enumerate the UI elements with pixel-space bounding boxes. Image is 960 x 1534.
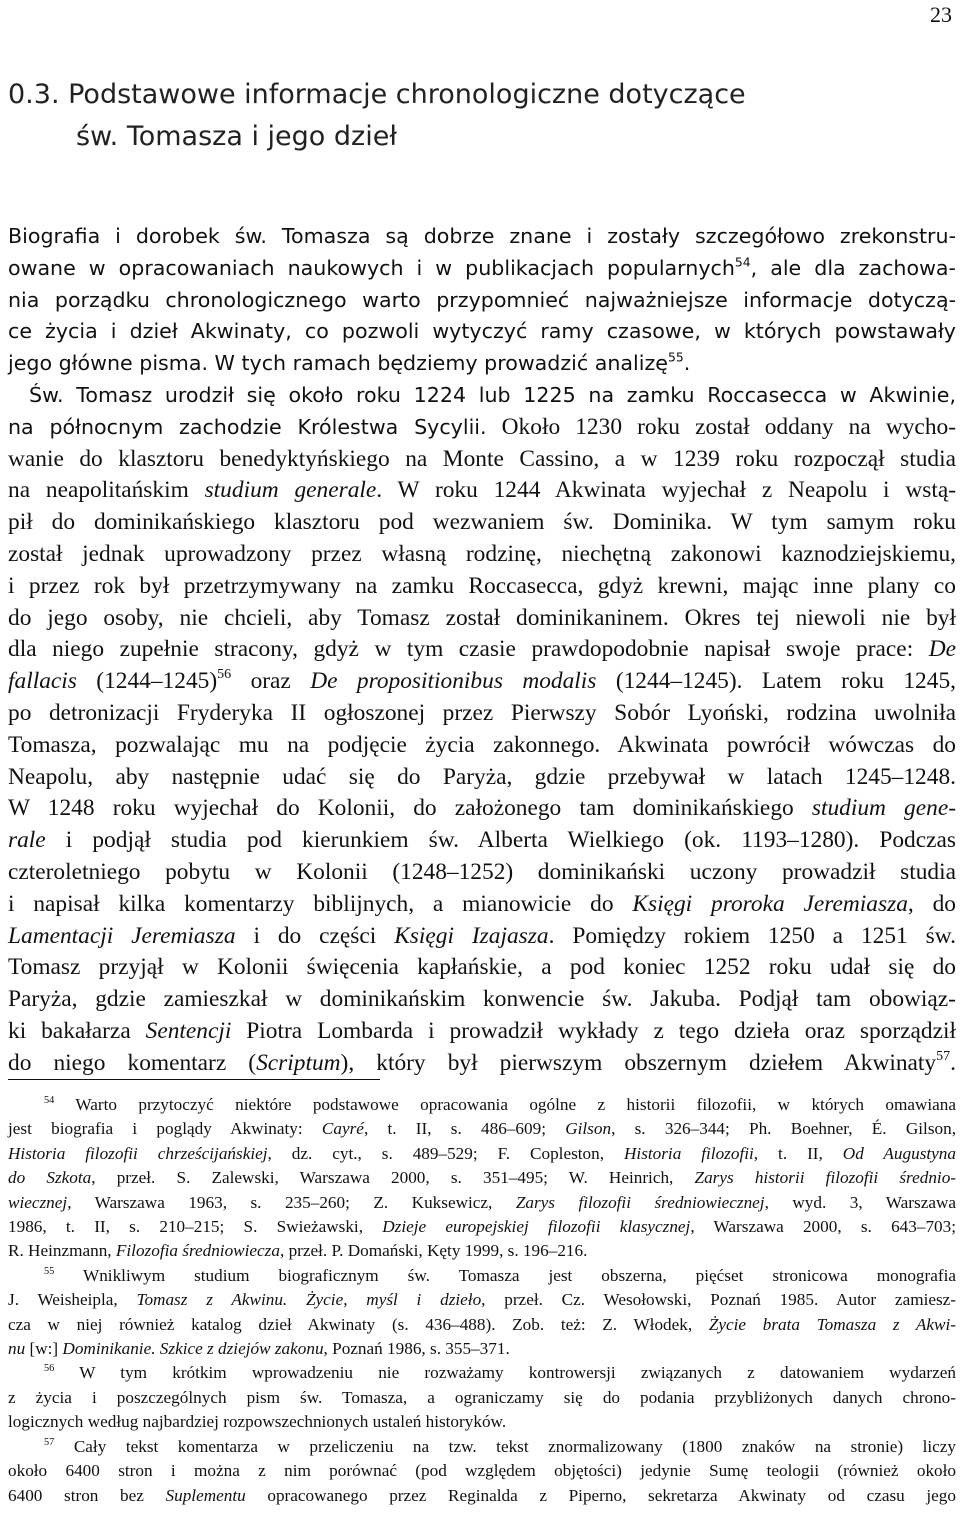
text-line: fallacis (1244–1245)$^{56}$ oraz De propositionibus modalis (1244–1245). Latem roku 1245, — [8, 666, 956, 695]
text-line: rale i podjął studia pod kierunkiem św. Alberta Wielkiego (ok. 1193–1280). Podczas — [8, 827, 956, 854]
text-line: czteroletniego pobytu w Kolonii (1248–1252) dominikański uczony prowadził studia — [8, 858, 956, 885]
footnote-line: nu [w:] Dominikanie. Szkice z dziejów zakonu, Poznań 1986, s. 355–371. — [8, 1339, 510, 1359]
text-line: wanie do klasztoru benedyktyńskiego na Monte Cassino, a w 1239 roku rozpoczął studia — [8, 445, 956, 472]
text-line: nia porządku chronologicznego warto przypomnieć najważniejsze informacje dotyczą- — [8, 287, 956, 312]
text-line: po detronizacji Fryderyka II ogłoszonej przez Pierwszy Sobór Lyoński, rodzina uwolniła — [8, 699, 956, 726]
footnote-line: Historia filozofii chrześcijańskiej, dz. cyt., s. 489–529; F. Copleston, Historia filozofii, t. II, Od Augustyna — [8, 1143, 956, 1163]
footnote-ref-56[interactable]: 56 — [217, 666, 232, 683]
footnote-line: J. Weisheipla, Tomasz z Akwinu. Życie, myśl i dzieło, przeł. Cz. Wesołowski, Poznań 1985. Autor zamiesz- — [8, 1290, 957, 1310]
footnote-55: $^{55}$ Wnikliwym studium biograficznym św. Tomasza jest obszerna, pięćset stronicowa monografia — [44, 1265, 956, 1285]
text-line: na neapolitańskim studium generale. W roku 1244 Akwinata wyjechał z Neapolu i wstą- — [8, 477, 956, 504]
footnote-line: do Szkota, przeł. S. Zalewski, Warszawa 2000, s. 351–495; W. Heinrich, Zarys historii filozofii średnio- — [8, 1168, 957, 1188]
footnote-line: z życia i poszczególnych pism św. Tomasza, a ograniczamy się do podania przybliżonych danych chrono- — [8, 1387, 956, 1407]
text-line: Paryża, gdzie zamieszkał w dominikańskim konwencie św. Jakuba. Podjął tam obowiąz- — [8, 986, 956, 1013]
text-line: i przez rok był przetrzymywany na zamku Roccasecca, gdyż krewni, mając inne plany co — [8, 572, 956, 599]
text-line: Lamentacji Jeremiasza i do części Księgi Izajasza. Pomiędzy rokiem 1250 a 1251 św. — [8, 922, 956, 949]
text-line: został jednak uprowadzony przez własną rodzinę, niechętną zakonowi kaznodziejskiemu, — [8, 540, 956, 567]
text-line: dla niego zupełnie stracony, gdyż w tym czasie prawdopodobnie napisał swoje prace: De — [8, 636, 956, 663]
text-line: ce życia i dzieł Akwinaty, co pozwoli wytyczyć ramy czasowe, w których powstawały — [8, 319, 956, 344]
heading-line-2: św. Tomasza i jego dzieł — [76, 121, 398, 152]
footnote-line: logicznych według najbardziej rozpowszechnionych ustaleń historyków. — [8, 1412, 507, 1432]
footnote-line: 1986, t. II, s. 210–215; S. Swieżawski, Dzieje europejskiej filozofii klasycznej, Warszawa 2000, s. 643–703; — [8, 1217, 956, 1237]
footnote-54: $^{54}$ Warto przytoczyć niektóre podstawowe opracowania ogólne z historii filozofii, w których omawiana — [44, 1094, 956, 1114]
footnote-57: $^{57}$ Cały tekst komentarza w przeliczeniu na tzw. tekst znormalizowany (1800 znaków na stronie) liczy — [44, 1436, 956, 1456]
text-line: jego główne pisma. W tych ramach będziemy prowadzić analizę$^{55}$. — [8, 350, 691, 376]
text-line: ki bakałarza Sentencji Piotra Lombarda i prowadził wykłady z tego dzieła oraz sporządził — [8, 1017, 956, 1044]
text-line: do jego osoby, nie chcieli, aby Tomasz został dominikaninem. Okres tej niewoli nie był — [8, 604, 956, 631]
footnote-line: jest biografia i poglądy Akwinaty: Cayré, t. II, s. 486–609; Gilson, s. 326–344; Ph. Boehner, É. Gilson, — [8, 1119, 956, 1139]
footnotes — [8, 1093, 956, 1508]
footnote-56: $^{56}$ W tym krótkim wprowadzeniu nie rozważamy kontrowersji związanych z datowaniem wydarzeń — [44, 1363, 956, 1383]
heading-line-1: 0.3. Podstawowe informacje chronologiczne dotyczące — [8, 79, 746, 110]
text-line: W 1248 roku wyjechał do Kolonii, do założonego tam dominikańskiego studium gene- — [8, 795, 956, 822]
text-line: Tomasz przyjął w Kolonii święcenia kapłańskie, a pod koniec 1252 roku udał się do — [8, 954, 956, 981]
footnote-line: R. Heinzmann, Filozofia średniowiecza, przeł. P. Domański, Kęty 1999, s. 196–216. — [8, 1241, 588, 1261]
footnote-ref-54[interactable]: 54 — [734, 255, 751, 270]
text-line: owane w opracowaniach naukowych i w publikacjach popularnych$^{54}$, ale dla zachowa- — [8, 255, 956, 280]
footnote-ref-55[interactable]: 55 — [667, 350, 684, 365]
text-line: Tomasza, pozwalając mu na podjęcie życia zakonnego. Akwinata powrócił wówczas do — [8, 731, 956, 758]
text-line: na północnym zachodzie Królestwa Sycylii. Około 1230 roku został oddany na wycho- — [8, 413, 956, 440]
main-text — [8, 221, 956, 1080]
footnote-line: 6400 stron bez Suplementu opracowanego przez Reginalda z Piperno, sekretarza Akwinaty od czasu jego — [8, 1485, 956, 1505]
text-line: Biografia i dorobek św. Tomasza są dobrze znane i zostały szczegółowo zrekonstru- — [8, 224, 956, 248]
footnote-line: około 6400 stron i można z nim porównać (pod względem objętości) jedynie Sumę teologii (również około — [8, 1461, 956, 1481]
footnote-line: cza w niej również katalog dzieł Akwinaty (s. 436–488). Zob. też: Z. Włodek, Życie brata Tomasza z Akwi- — [8, 1314, 957, 1334]
text-line: i napisał kilka komentarzy biblijnych, a mianowicie do Księgi proroka Jeremiasza, do — [8, 890, 956, 917]
footnote-line: wiecznej, Warszawa 1963, s. 235–260; Z. Kuksewicz, Zarys filozofii średniowiecznej, wyd. 3, Warszawa — [8, 1192, 956, 1212]
section-heading — [8, 74, 908, 158]
text-line: Neapolu, aby następnie udać się do Paryża, gdzie przebywał w latach 1245–1248. — [8, 763, 956, 790]
text-line: Św. Tomasz urodził się około roku 1224 lub 1225 na zamku Roccasecca w Akwinie, — [29, 382, 956, 407]
text-line: pił do dominikańskiego klasztoru pod wezwaniem św. Dominika. W tym samym roku — [8, 509, 956, 536]
text-line: do niego komentarz (Scriptum), który był pierwszym obszernym dziełem Akwinaty$^{57}$. — [8, 1047, 956, 1076]
footnote-ref-57[interactable]: 57 — [936, 1047, 951, 1064]
page-number: 23 — [930, 2, 952, 27]
footnote-divider — [8, 1079, 380, 1080]
